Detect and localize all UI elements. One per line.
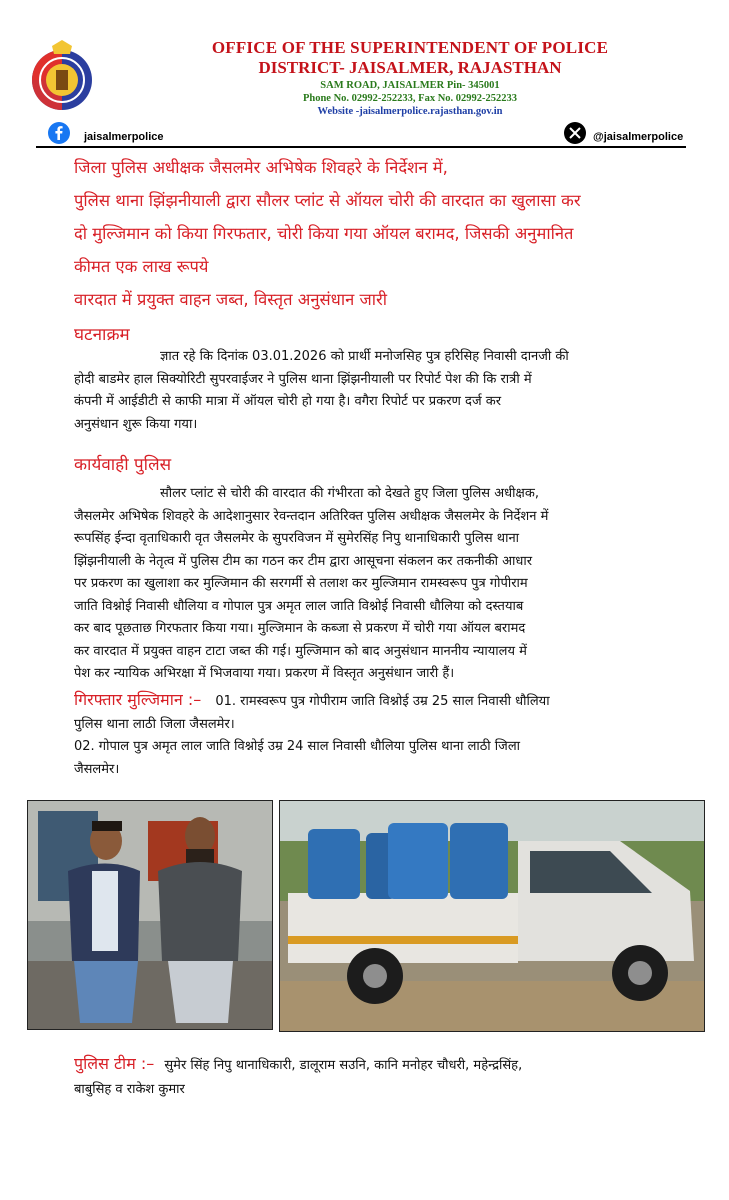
accused-photo <box>27 800 273 1030</box>
action-line: कर बाद पूछताछ गिरफतार किया गया। मुल्जिमान के कब्जा से प्रकरण में चोरी गया ऑयल बरामद <box>74 621 526 636</box>
incident-paragraph <box>74 346 688 436</box>
office-address: SAM ROAD, JAISALMER Pin- 345001 <box>320 80 500 91</box>
action-paragraph <box>74 483 688 686</box>
headline-line-2: पुलिस थाना झिंझनीयाली द्वारा सौलर प्लांट से ऑयल चोरी की वारदात का खुलासा कर <box>74 191 581 210</box>
action-line: सौलर प्लांट से चोरी की वारदात की गंभीरता को देखते हुए जिला पुलिस अधीक्षक, <box>160 486 539 501</box>
incident-line: होदी बाडमेर हाल सिक्योरिटी सुपरवाईजर ने पुलिस थाना झिंझनीयाली पर रिपोर्ट पेश की कि रात्री में <box>74 371 532 387</box>
team-members-1: सुमेर सिंह निपु थानाधिकारी, डालूराम सउनि, कानि मनोहर चौधरी, महेन्द्रसिंह, <box>164 1058 523 1073</box>
headline-line-4: कीमत एक लाख रूपये <box>74 257 209 276</box>
x-handle[interactable]: @jaisalmerpolice <box>593 131 684 143</box>
headline-line-5: वारदात में प्रयुक्त वाहन जब्त, विस्तृत अनुसंधान जारी <box>74 290 388 309</box>
arrested-line-3: 02. गोपाल पुत्र अमृत लाल जाति विश्नोई उम्र 24 साल निवासी धौलिया पुलिस थाना लाठी जिला <box>74 739 521 754</box>
arrested-line-2: पुलिस थाना लाठी जिला जैसलमेर। <box>74 716 235 732</box>
action-line: झिंझनीयाली के नेतृत्व में पुलिस टीम का गठन कर टीम द्वारा आसूचना संकलन कर तकनीकी आधार <box>74 553 533 569</box>
team-line-1 <box>74 1052 688 1078</box>
social-row <box>48 122 684 146</box>
team-label: पुलिस टीम :– <box>74 1054 155 1073</box>
incident-heading: घटनाक्रम <box>74 325 130 345</box>
action-heading: कार्यवाही पुलिस <box>74 455 172 475</box>
arrested-block <box>74 689 688 781</box>
office-title: OFFICE OF THE SUPERINTENDENT OF POLICE <box>211 38 609 57</box>
headline-line-3: दो मुल्जिमान को किया गिरफतार, चोरी किया गया ऑयल बरामद, जिसकी अनुमानित <box>74 224 574 243</box>
header-divider <box>36 146 686 148</box>
rajasthan-police-emblem-icon <box>30 40 94 112</box>
headline-line-1: जिला पुलिस अधीक्षक जैसलमेर अभिषेक शिवहरे के निर्देशन में, <box>74 158 448 177</box>
action-line: पर प्रकरण का खुलाशा कर मुल्जिमान की सरगर्मी से तलाश कर मुल्जिमान रामस्वरूप पुत्र गोपीराम <box>74 576 528 591</box>
seized-vehicle-photo <box>279 800 705 1032</box>
x-icon[interactable] <box>564 122 586 144</box>
arrested-label: गिरफ्तार मुल्जिमान :– <box>74 690 202 709</box>
action-line: रूपसिंह ईन्दा वृताधिकारी वृत जैसलमेर के सुपरविजन में सुमेरसिंह निपु थानाधिकारी पुलिस थाना <box>74 531 520 546</box>
arrested-line-1 <box>74 689 688 714</box>
facebook-handle[interactable]: jaisalmerpolice <box>84 131 164 143</box>
incident-line: अनुसंधान शुरू किया गया। <box>74 416 198 432</box>
action-line: पेश कर न्यायिक अभिरक्षा में भिजवाया गया। प्रकरण में विस्तृत अनुसंधान जारी हैं। <box>74 666 455 681</box>
arrested-line-4: जैसलमेर। <box>74 761 120 777</box>
facebook-icon[interactable] <box>48 122 70 144</box>
team-members-2: बाबुसिह व राकेश कुमार <box>74 1082 185 1097</box>
office-phone: Phone No. 02992-252233, Fax No. 02992-252233 <box>302 93 518 104</box>
incident-line: ज्ञात रहे कि दिनांक 03.01.2026 को प्रार्थी मनोजसिह पुत्र हरिसिह निवासी दानजी की <box>160 349 569 364</box>
action-line: जैसलमेर अभिषेक शिवहरे के आदेशानुसार रेवन्तदान अतिरिक्त पुलिस अधीक्षक जैसलमेर के निर्देशन में <box>74 508 549 524</box>
police-team-block <box>74 1052 688 1102</box>
action-line: जाति विश्नोई निवासी धौलिया व गोपाल पुत्र अमृत लाल जाति विश्नोई निवासी धौलिया को दस्तयाब <box>74 598 524 614</box>
arrested-person-1: 01. रामस्वरूप पुत्र गोपीराम जाति विश्नोई उम्र 25 साल निवासी धौलिया <box>215 694 550 709</box>
action-line: कर वारदात में प्रयुक्त वाहन टाटा जब्त की गई। मुल्जिमान को बाद अनुसंधान माननीय न्यायालय में <box>74 643 527 659</box>
office-website[interactable]: Website -jaisalmerpolice.rajasthan.gov.in <box>317 106 503 117</box>
district-title: DISTRICT- JAISALMER, RAJASTHAN <box>258 58 562 77</box>
incident-line: कंपनी में आईडीटी से काफी मात्रा में ऑयल चोरी हो गया है। वगैरा रिपोर्ट पर प्रकरण दर्ज कर <box>74 394 502 409</box>
